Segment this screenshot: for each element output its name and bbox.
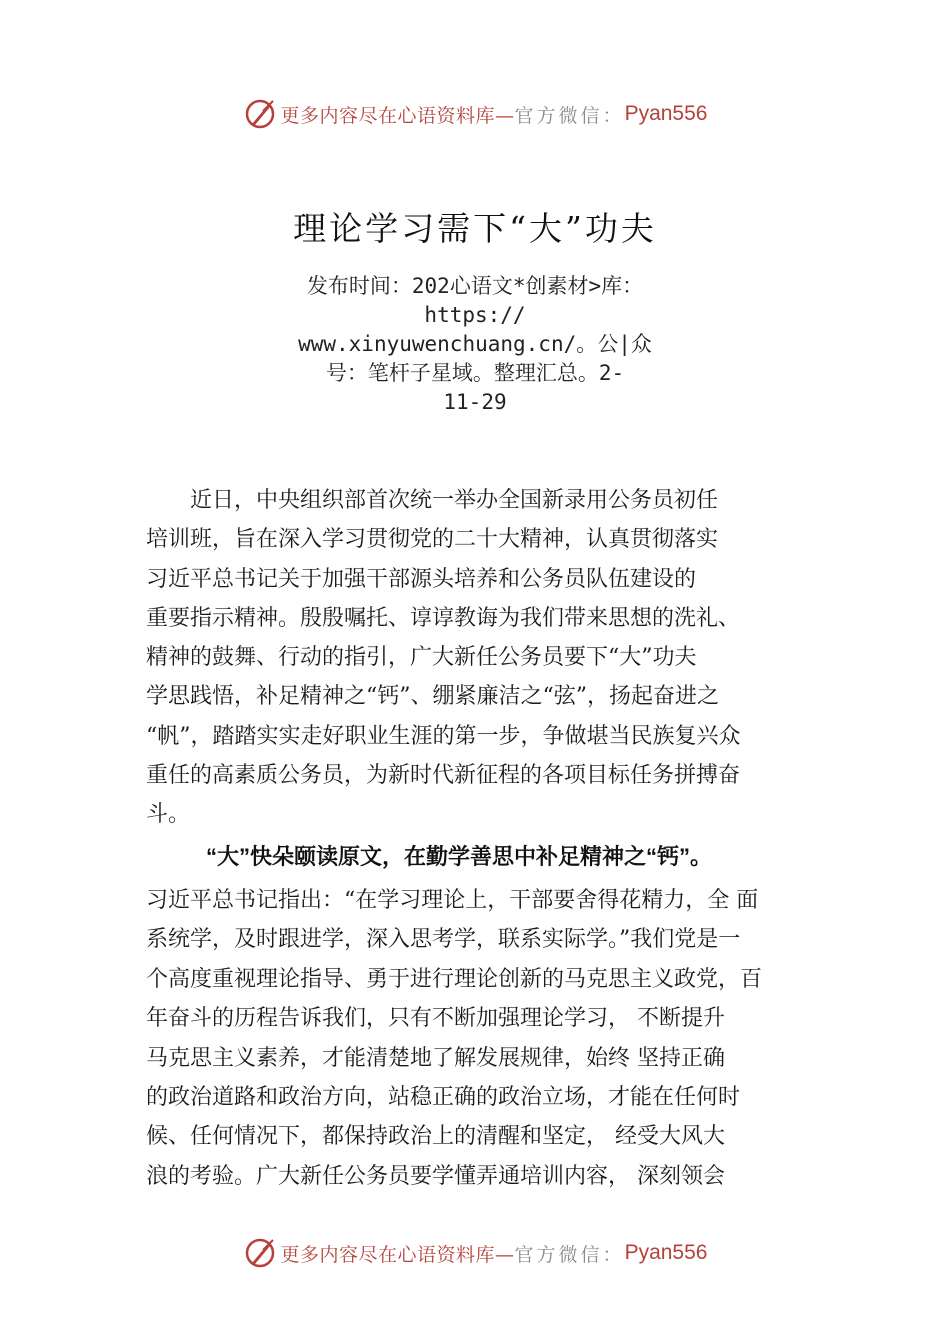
text-line: 个高度重视理论指导、勇于进行理论创新的马克思主义政党，百 — [146, 966, 763, 992]
meta-line: https:// — [424, 303, 526, 327]
footer-watermark — [0, 1233, 950, 1273]
promo-text: 更多内容尽在心语资料库— — [280, 104, 515, 127]
wechat-id: Pyan556 — [624, 1241, 708, 1264]
paragraph-intro — [146, 481, 836, 835]
meta-line: 号：笔杆子星域。整理汇总。2- — [325, 361, 625, 385]
text-line: 重任的高素质公务员，为新时代新征程的各项目标任务拼搏奋 — [146, 763, 741, 789]
meta-line: 11-29 — [443, 390, 507, 414]
text-line: 精神的鼓舞、行动的指引，广大新任公务员要下“大”功夫 — [146, 645, 697, 671]
text-line: 培训班，旨在深入学习贯彻党的二十大精神，认真贯彻落实 — [146, 527, 719, 553]
text-line: 马克思主义素养，才能清楚地了解发展规律，始终 坚持正确 — [146, 1045, 725, 1071]
text-line: 系统学，及时跟进学，深入思考学，联系实际学。”我们党是一 — [146, 927, 741, 953]
text-line: 近日，中央组织部首次统一举办全国新录用公务员初任 — [146, 488, 719, 513]
text-line: 习近平总书记指出：“在学习理论上，干部要舍得花精力，全 面 — [146, 888, 759, 913]
text-line: 习近平总书记关于加强干部源头培养和公务员队伍建设的 — [146, 566, 697, 592]
text-line: 浪的考验。广大新任公务员要学懂弄通培训内容， 深刻领会 — [146, 1163, 725, 1189]
meta-line: www.xinyuwenchuang.cn/。公|众 — [298, 332, 652, 356]
text-line: 候、任何情况下，都保持政治上的清醒和坚定， 经受大风大 — [146, 1124, 725, 1150]
quill-logo-icon — [243, 97, 277, 131]
quill-logo-icon — [243, 1236, 277, 1270]
text-line: 年奋斗的历程告诉我们，只有不断加强理论学习， 不断提升 — [146, 1006, 725, 1032]
text-line: 学思践悟，补足精神之“钙”、绷紧廉洁之“弦”，扬起奋进之 — [146, 684, 719, 710]
paragraph-section1 — [146, 881, 836, 1196]
page-title: 理论学习需下“大”功夫 — [293, 209, 657, 248]
text-line: 重要指示精神。殷殷嘱托、谆谆教诲为我们带来思想的洗礼、 — [146, 605, 741, 631]
meta-line: 发布时间：202心语文*创素材>库： — [306, 274, 644, 298]
wechat-label: 官方微信： — [514, 104, 625, 127]
promo-text: 更多内容尽在心语资料库— — [280, 1243, 515, 1266]
section-heading: “大”快朵颐读原文，在勤学善思中补足精神之“钙”。 — [206, 844, 713, 869]
header-watermark — [0, 94, 950, 134]
wechat-id: Pyan556 — [624, 102, 708, 125]
publish-meta — [270, 272, 680, 417]
text-line: 斗。 — [146, 802, 191, 828]
text-line: 的政治道路和政治方向，站稳正确的政治立场，才能在任何时 — [146, 1084, 741, 1110]
wechat-label: 官方微信： — [514, 1243, 625, 1266]
text-line: “帆”，踏踏实实走好职业生涯的第一步，争做堪当民族复兴众 — [146, 723, 741, 749]
